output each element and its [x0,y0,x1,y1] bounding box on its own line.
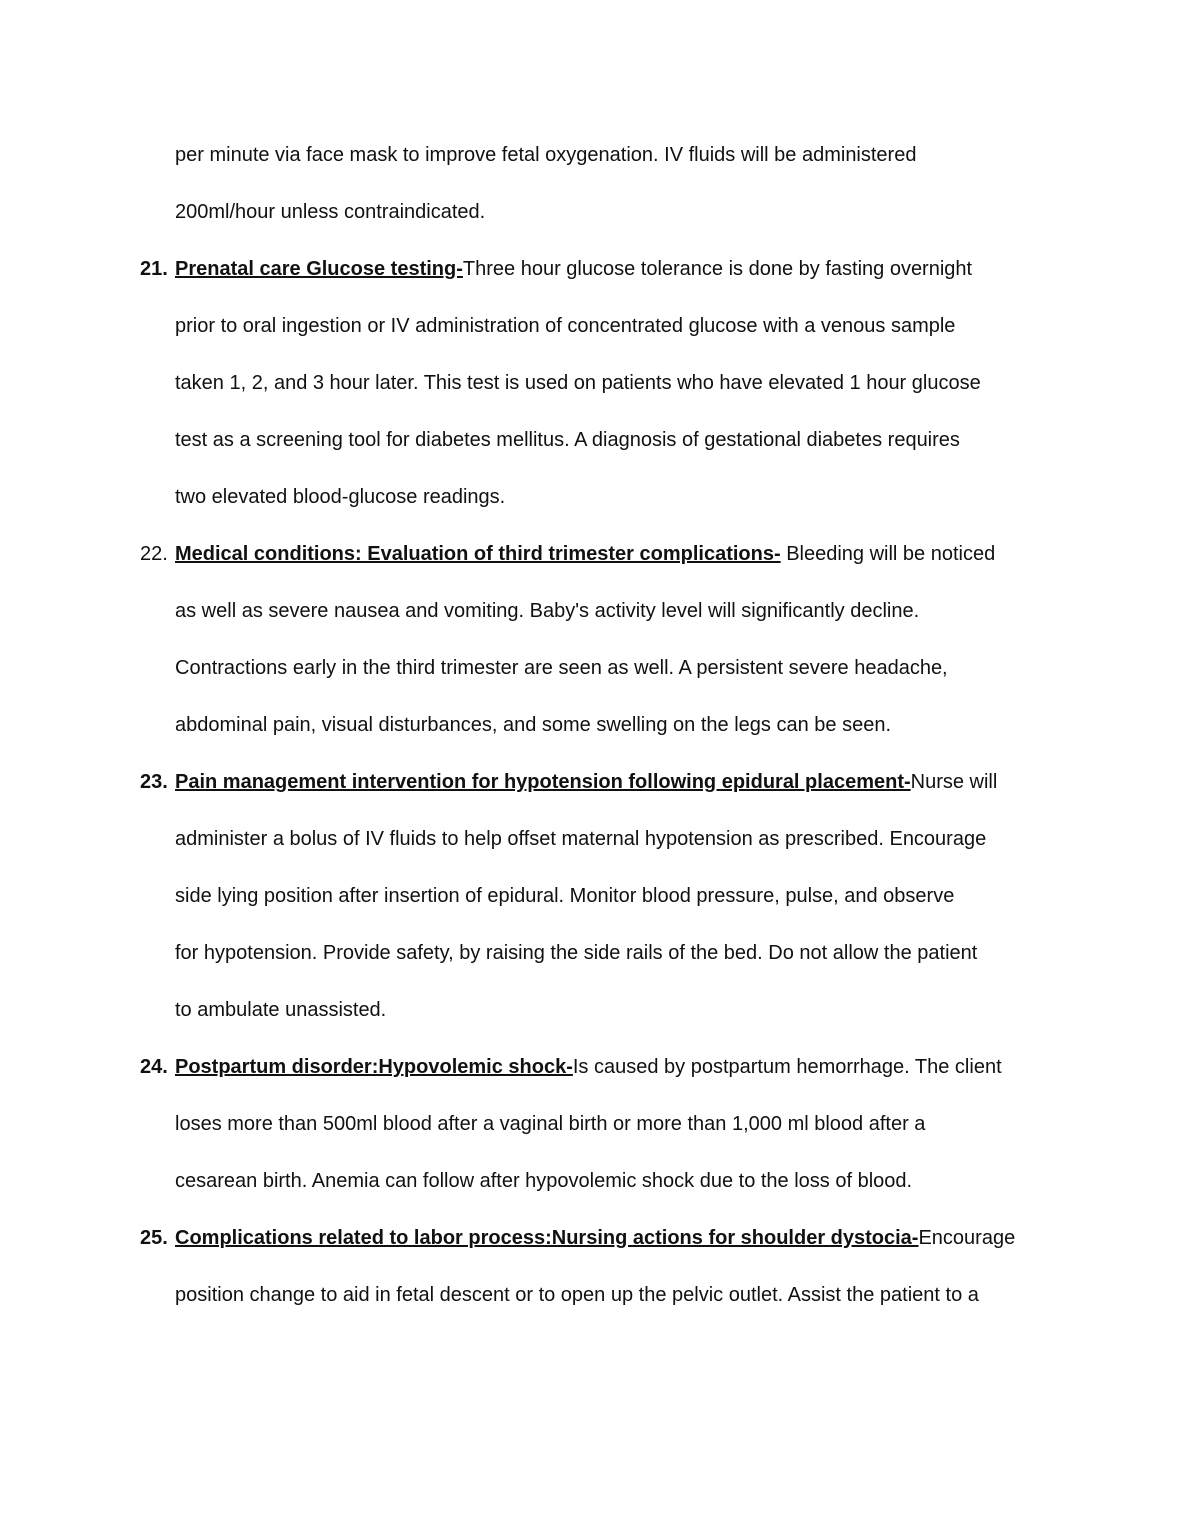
item-number: 22. [140,543,168,565]
item-heading: Postpartum disorder:Hypovolemic shock- [175,1056,573,1078]
item-line: position change to aid in fetal descent or to open up the pelvic outlet. Assist the patient to a [175,1284,979,1306]
item-line: cesarean birth. Anemia can follow after hypovolemic shock due to the loss of blood. [175,1170,913,1192]
item-number: 25. [140,1227,168,1249]
item-first-line [175,768,1055,796]
item-line: taken 1, 2, and 3 hour later. This test is used on patients who have elevated 1 hour glucose [175,372,981,394]
item-line: test as a screening tool for diabetes mellitus. A diagnosis of gestational diabetes requires [175,429,960,451]
item-line: side lying position after insertion of epidural. Monitor blood pressure, pulse, and observe [175,885,955,907]
item-line: to ambulate unassisted. [175,999,387,1021]
item-heading: Medical conditions: Evaluation of third trimester complications- [175,543,781,565]
item-heading: Complications related to labor process:Nursing actions for shoulder dystocia- [175,1227,919,1249]
item-number: 23. [140,771,168,793]
item-first-line [175,540,1055,568]
item-number: 21. [140,258,168,280]
item-line: two elevated blood-glucose readings. [175,486,506,508]
item-heading: Prenatal care Glucose testing- [175,258,463,280]
item-line: administer a bolus of IV fluids to help offset maternal hypotension as prescribed. Encourage [175,828,987,850]
item-line: for hypotension. Provide safety, by raising the side rails of the bed. Do not allow the patient [175,942,978,964]
item-line: Contractions early in the third trimester are seen as well. A persistent severe headache, [175,657,948,679]
item-text: Three hour glucose tolerance is done by fasting overnight [462,258,973,280]
intro-line: 200ml/hour unless contraindicated. [175,201,486,223]
intro-line: per minute via face mask to improve fetal oxygenation. IV fluids will be administered [175,144,917,166]
item-text: Nurse will [910,771,998,793]
item-text: Encourage [918,1227,1016,1249]
item-number: 24. [140,1056,168,1078]
item-heading: Pain management intervention for hypotension following epidural placement- [175,771,911,793]
item-first-line [175,1053,1055,1081]
item-text: Bleeding will be noticed [780,543,996,565]
item-line: as well as severe nausea and vomiting. Baby's activity level will significantly decline. [175,600,920,622]
item-first-line [175,255,1055,283]
item-line: prior to oral ingestion or IV administration of concentrated glucose with a venous sample [175,315,956,337]
item-text: Is caused by postpartum hemorrhage. The client [572,1056,1002,1078]
item-first-line [175,1224,1055,1252]
item-line: abdominal pain, visual disturbances, and some swelling on the legs can be seen. [175,714,891,736]
item-line: loses more than 500ml blood after a vaginal birth or more than 1,000 ml blood after a [175,1113,926,1135]
